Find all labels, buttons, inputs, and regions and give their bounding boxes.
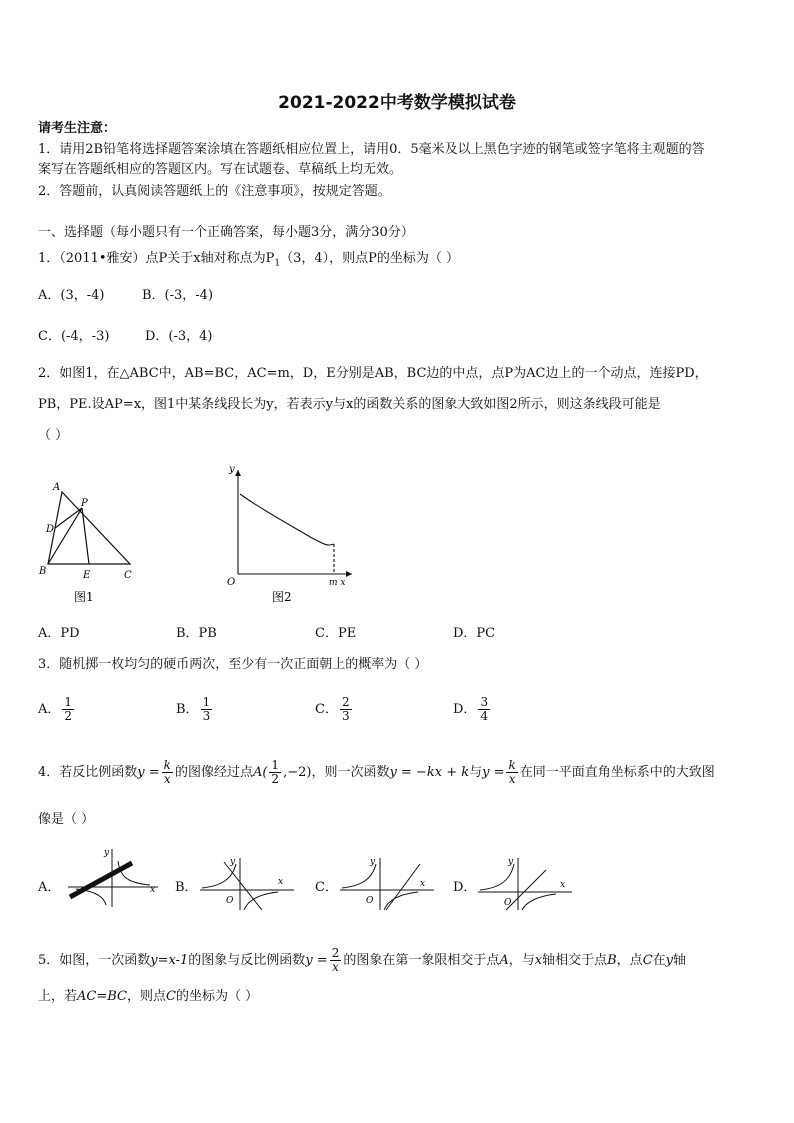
notice-heading: 请考生注意： — [38, 121, 117, 136]
question-4-option-d-label: D． — [453, 880, 477, 895]
question-3-option-b: B． $\frac{1}{3}$ — [176, 695, 211, 723]
question-3-option-c: C． $\frac{2}{3}$ — [315, 695, 350, 723]
question-3-option-a: A． $\frac{1}{2}$ — [38, 695, 73, 723]
fraction: $\frac{2}{3}$ — [341, 695, 350, 723]
svg-text:y: y — [508, 857, 514, 867]
figure-1-triangle — [34, 470, 144, 610]
question-4-option-b-graph — [196, 852, 300, 912]
question-1-option-c: C．(-4，-3) — [38, 329, 110, 344]
fraction: $\frac{k}{x}$ — [163, 758, 171, 786]
question-1-stem: 1．（2011•雅安）点P关于x轴对称点为$P_1(3$，4），则点P的坐标为（ ） — [38, 251, 460, 269]
fraction: $\frac{1}{3}$ — [202, 695, 211, 723]
section-heading: 一、选择题（每小题只有一个正确答案，每小题3分，满分30分） — [38, 225, 414, 240]
question-4-option-a-graph — [62, 845, 166, 911]
notice-item-2: 2．答题前，认真阅读答题纸上的《注意事项》，按规定答题。 — [38, 184, 391, 199]
svg-text:x: x — [150, 885, 156, 895]
fraction: $\frac{2}{x}$ — [331, 946, 340, 974]
question-1-option-b: B．(-3，-4) — [142, 288, 214, 303]
label-p: P — [81, 498, 88, 509]
question-2-option-a: A．PD — [38, 626, 80, 641]
question-1-option-d: D．(-3，4) — [145, 329, 213, 344]
svg-text:x: x — [420, 879, 426, 889]
label-c: C — [124, 570, 132, 581]
question-3-option-d: D． $\frac{3}{4}$ — [453, 695, 489, 723]
question-2-option-b: B．PB — [176, 626, 217, 641]
question-2-option-d: D．PC — [453, 626, 496, 641]
question-4-option-c-graph — [336, 852, 440, 912]
fraction: $\frac{3}{4}$ — [480, 695, 489, 723]
question-2-stem-line-2: PB，PE.设AP=x，图1中某条线段长为y，若表示y与x的函数关系的图象大致如图2所示，则这条线段可能是 — [38, 397, 661, 412]
svg-text:x: x — [560, 880, 566, 890]
svg-text:y: y — [370, 857, 376, 867]
question-5-stem-line-2: 上，若AC=BC，则点C的坐标为（ ） — [38, 989, 259, 1004]
label-e: E — [83, 570, 91, 581]
label-b: B — [39, 566, 47, 577]
page-title: 2021-2022中考数学模拟试卷 — [278, 93, 516, 113]
notice-item-1: 1．请用2B铅笔将选择题答案涂填在答题纸相应位置上，请用0．5毫米及以上黑色字迹的钢笔或签字笔将主观题的答 — [38, 142, 705, 157]
question-4-option-a-label: A． — [38, 880, 61, 895]
origin-label: O — [227, 577, 236, 588]
question-4-stem-line-2: 像是（ ） — [38, 812, 95, 827]
question-4-option-d-graph — [474, 852, 578, 912]
svg-text:y: y — [230, 857, 236, 867]
figure-2-graph — [222, 462, 362, 610]
question-4-option-b-label: B． — [175, 880, 198, 895]
question-1-option-a: A．(3，-4) — [38, 288, 105, 303]
svg-text:O: O — [366, 896, 374, 906]
notice-item-1-cont: 案写在答题纸相应的答题区内。写在试题卷、草稿纸上均无效。 — [38, 162, 403, 177]
fraction: $\frac{1}{2}$ — [64, 695, 73, 723]
question-4-stem: 4．若反比例函数y = $\frac{k}{x}$ 的图像经过点A( $\frac{1}{2}$ ,−2)，则一次函数y = −kx + k与y = $\frac{k}{x}$ 在同一平面直角坐标系中的大致图 — [38, 758, 715, 786]
axis-x-label: m x — [329, 578, 346, 588]
figure-2-caption: 图2 — [272, 590, 292, 604]
fraction: $\frac{1}{2}$ — [271, 758, 280, 786]
svg-text:O: O — [504, 898, 512, 908]
svg-text:x: x — [278, 877, 284, 887]
question-2-option-c: C．PE — [315, 626, 357, 641]
question-5-stem: 5．如图，一次函数y=x-1的图象与反比例函数y = $\frac{2}{x}$ 的图象在第一象限相交于点A，与x轴相交于点B，点C在y轴 — [38, 946, 687, 974]
axis-y-label: y — [229, 464, 235, 475]
svg-text:O: O — [226, 896, 234, 906]
question-4-option-c-label: C． — [315, 880, 338, 895]
figure-1-caption: 图1 — [74, 590, 94, 604]
label-a: A — [53, 482, 61, 493]
question-3-stem: 3．随机掷一枚均匀的硬币两次，至少有一次正面朝上的概率为（ ） — [38, 657, 428, 672]
label-d: D — [46, 524, 55, 535]
fraction: $\frac{k}{x}$ — [508, 758, 516, 786]
question-2-stem-line-1: 2．如图1，在△ABC中，AB=BC，AC=m，D，E分别是AB，BC边的中点，点P为AC边上的一个动点，连接PD， — [38, 366, 708, 381]
svg-text:y: y — [104, 848, 110, 858]
question-2-stem-line-3: （ ） — [38, 428, 69, 443]
